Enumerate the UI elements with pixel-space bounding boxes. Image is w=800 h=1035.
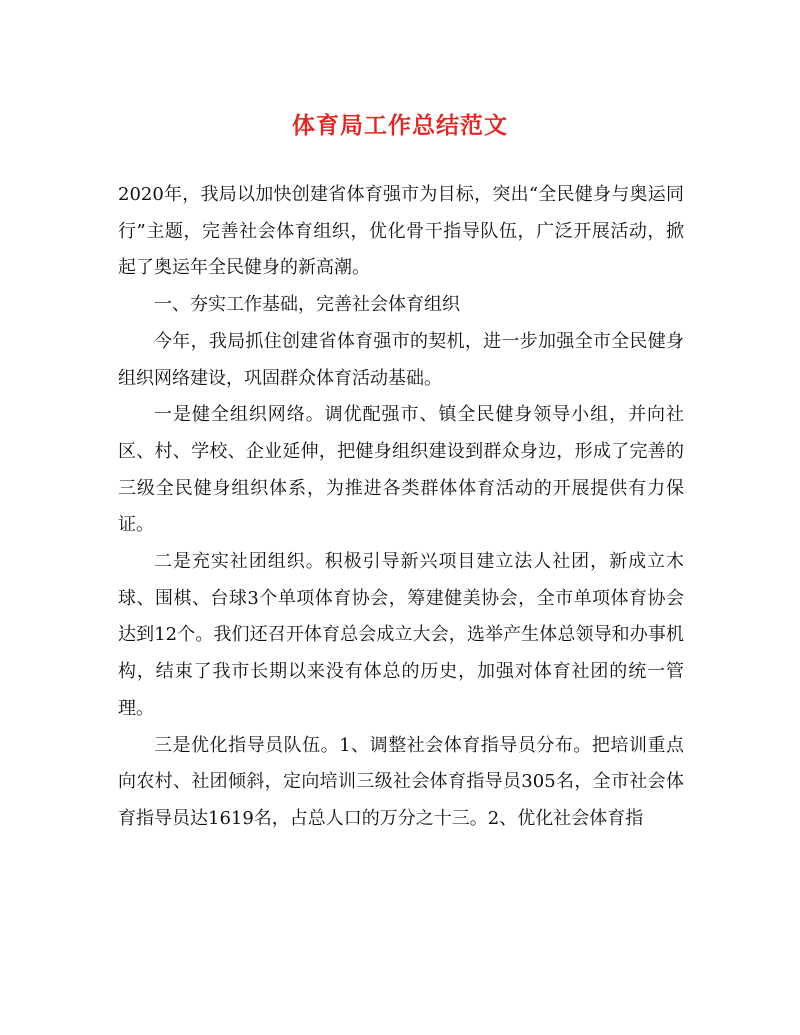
section-heading: 一、夯实工作基础，完善社会体育组织	[154, 294, 460, 316]
section-intro-paragraph: 今年，我局抓住创建省体育强市的契机，进一步加强全市全民健身组织网络建设，巩固群众体育活动基础。	[118, 330, 684, 389]
paragraph-instructor-team: 三是优化指导员队伍。1、调整社会体育指导员分布。把培训重点向农村、社团倾斜，定向培训三级社会体育指导员305名，全市社会体育指导员达1619名，占总人口的万分之十三。2、优化社会体育指	[118, 734, 684, 829]
document-body	[118, 177, 684, 838]
paragraph-organization-network: 一是健全组织网络。调优配强市、镇全民健身领导小组，并向社区、村、学校、企业延伸，把健身组织建设到群众身边，形成了完善的三级全民健身组织体系，为推进各类群体体育活动的开展提供有力保证。	[118, 404, 684, 536]
intro-paragraph: 2020年，我局以加快创建省体育强市为目标，突出“全民健身与奥运同行”主题，完善社会体育组织，优化骨干指导队伍，广泛开展活动，掀起了奥运年全民健身的新高潮。	[118, 184, 684, 279]
document-title: 体育局工作总结范文	[292, 112, 508, 139]
paragraph-social-organizations: 二是充实社团组织。积极引导新兴项目建立法人社团，新成立木球、围棋、台球3个单项体育协会，筹建健美协会，全市单项体育协会达到12个。我们还召开体育总会成立大会，选举产生体总领导和办事机构，结束了我市长期以来没有体总的历史，加强对体育社团的统一管理。	[118, 551, 684, 719]
